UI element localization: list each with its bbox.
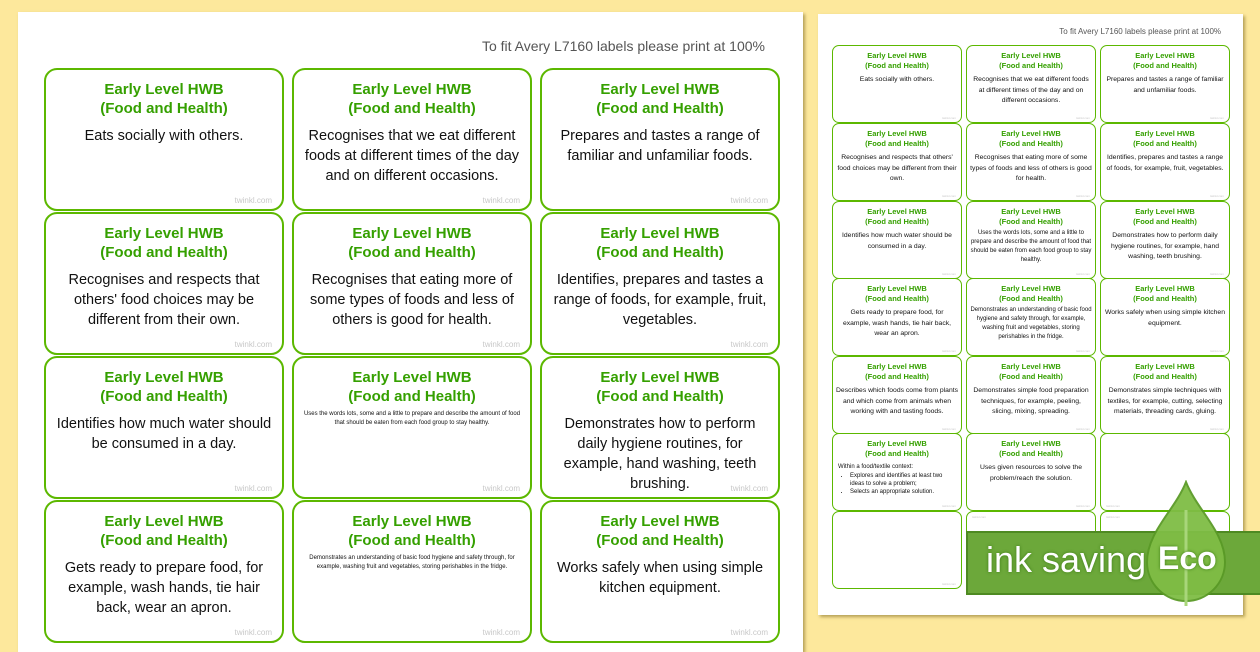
label-card bbox=[540, 356, 780, 499]
label-card bbox=[292, 356, 532, 499]
card-text: Demonstrates how to perform daily hygiene routines, for example, hand washing, teeth brushing. bbox=[563, 416, 757, 492]
twinkl-watermark: twinkl.com bbox=[941, 272, 956, 276]
twinkl-watermark: twinkl.com bbox=[1209, 194, 1224, 198]
card-title-line2: (Food and Health) bbox=[100, 532, 228, 549]
label-card bbox=[832, 278, 962, 356]
card-title-line2: (Food and Health) bbox=[865, 294, 929, 303]
card-title-line1: Early Level HWB bbox=[867, 129, 927, 138]
label-card bbox=[44, 68, 284, 211]
card-title-line2: (Food and Health) bbox=[999, 61, 1063, 70]
label-card bbox=[832, 123, 962, 201]
card-text: Works safely when using simple kitchen equipment. bbox=[556, 560, 764, 596]
card-title-line2: (Food and Health) bbox=[865, 139, 929, 148]
twinkl-watermark: twinkl.com bbox=[482, 628, 520, 637]
card-text: Prepares and tastes a range of familiar and unfamiliar foods. bbox=[1106, 76, 1224, 94]
label-card bbox=[292, 212, 532, 355]
label-card bbox=[966, 433, 1096, 511]
twinkl-watermark: twinkl.com bbox=[941, 349, 956, 353]
print-notice: To fit Avery L7160 labels please print at 100% bbox=[481, 38, 765, 54]
twinkl-watermark: twinkl.com bbox=[730, 196, 768, 205]
card-text: Recognises and respects that others' food choices may be different from their own. bbox=[68, 272, 260, 328]
card-title-line1: Early Level HWB bbox=[1135, 362, 1195, 371]
card-text: Recognises that we eat different foods at different times of the day and on different occasions. bbox=[973, 76, 1089, 104]
card-text: Eats socially with others. bbox=[84, 128, 244, 144]
card-title-line2: (Food and Health) bbox=[100, 388, 228, 405]
card-bullet-list bbox=[836, 472, 958, 496]
card-bullet: • Explores and identifies at least two ideas to solve a problem; bbox=[850, 472, 958, 488]
twinkl-watermark: twinkl.com bbox=[1075, 504, 1090, 508]
card-title-line1: Early Level HWB bbox=[600, 513, 720, 530]
card-title-line1: Early Level HWB bbox=[1135, 129, 1195, 138]
label-card bbox=[1100, 123, 1230, 201]
card-text: Gets ready to prepare food, for example, wash hands, tie hair back, wear an apron. bbox=[64, 560, 264, 616]
twinkl-watermark: twinkl.com bbox=[941, 504, 956, 508]
card-title-line1: Early Level HWB bbox=[352, 369, 472, 386]
twinkl-watermark: twinkl.com bbox=[482, 484, 520, 493]
card-text: Recognises that we eat different foods at different times of the day and on different occasions. bbox=[304, 128, 520, 184]
card-title-line1: Early Level HWB bbox=[600, 81, 720, 98]
card-title-line2: (Food and Health) bbox=[348, 244, 476, 261]
label-card bbox=[1100, 45, 1230, 123]
label-card bbox=[832, 433, 962, 511]
card-title-line2: (Food and Health) bbox=[348, 532, 476, 549]
card-title-line2: (Food and Health) bbox=[865, 61, 929, 70]
card-title-line1: Early Level HWB bbox=[1001, 129, 1061, 138]
card-text: Uses given resources to solve the problem/reach the solution. bbox=[979, 464, 1082, 482]
card-title-line1: Early Level HWB bbox=[1001, 207, 1061, 216]
card-title-line2: (Food and Health) bbox=[1133, 217, 1197, 226]
card-title-line1: Early Level HWB bbox=[867, 362, 927, 371]
twinkl-watermark: twinkl.com bbox=[941, 582, 956, 586]
card-title-line2: (Food and Health) bbox=[100, 244, 228, 261]
twinkl-watermark: twinkl.com bbox=[234, 628, 272, 637]
card-text: Recognises and respects that others' food choices may be different from their own. bbox=[837, 154, 957, 182]
label-card bbox=[966, 356, 1096, 434]
label-card bbox=[292, 500, 532, 643]
card-title-line2: (Food and Health) bbox=[348, 100, 476, 117]
label-card bbox=[292, 68, 532, 211]
card-title-line2: (Food and Health) bbox=[999, 294, 1063, 303]
twinkl-watermark: twinkl.com bbox=[972, 515, 987, 519]
twinkl-watermark: twinkl.com bbox=[1106, 515, 1121, 519]
print-notice: To fit Avery L7160 labels please print at 100% bbox=[1059, 27, 1221, 36]
twinkl-watermark: twinkl.com bbox=[941, 194, 956, 198]
twinkl-watermark: twinkl.com bbox=[1209, 427, 1224, 431]
card-title-line1: Early Level HWB bbox=[1135, 284, 1195, 293]
card-title-line1: Early Level HWB bbox=[352, 225, 472, 242]
card-title-line2: (Food and Health) bbox=[999, 139, 1063, 148]
card-text: Works safely when using simple kitchen equipment. bbox=[1104, 309, 1225, 327]
twinkl-watermark: twinkl.com bbox=[941, 116, 956, 120]
label-card bbox=[966, 123, 1096, 201]
card-title-line1: Early Level HWB bbox=[352, 81, 472, 98]
card-title-line1: Early Level HWB bbox=[867, 207, 927, 216]
label-card bbox=[540, 500, 780, 643]
card-bullet: • Selects an appropriate solution. bbox=[850, 488, 958, 496]
card-intro: Within a food/textile context: bbox=[838, 464, 914, 470]
twinkl-watermark: twinkl.com bbox=[482, 340, 520, 349]
twinkl-watermark: twinkl.com bbox=[1209, 116, 1224, 120]
card-text: Identifies, prepares and tastes a range of foods, for example, fruit, vegetables. bbox=[1106, 154, 1224, 172]
twinkl-watermark: twinkl.com bbox=[234, 196, 272, 205]
label-card bbox=[1100, 278, 1230, 356]
card-title-line2: (Food and Health) bbox=[596, 388, 724, 405]
card-title-line1: Early Level HWB bbox=[867, 284, 927, 293]
label-card bbox=[1100, 201, 1230, 279]
twinkl-watermark: twinkl.com bbox=[1209, 349, 1224, 353]
card-title-line1: Early Level HWB bbox=[104, 225, 224, 242]
label-card bbox=[44, 500, 284, 643]
label-card bbox=[966, 278, 1096, 356]
card-text bbox=[836, 463, 958, 496]
twinkl-watermark: twinkl.com bbox=[1106, 504, 1121, 508]
card-text: Prepares and tastes a range of familiar and unfamiliar foods. bbox=[560, 128, 760, 164]
label-card bbox=[1100, 356, 1230, 434]
label-card bbox=[540, 212, 780, 355]
twinkl-watermark: twinkl.com bbox=[1075, 427, 1090, 431]
card-title-line1: Early Level HWB bbox=[1001, 284, 1061, 293]
card-title-line2: (Food and Health) bbox=[596, 100, 724, 117]
twinkl-watermark: twinkl.com bbox=[234, 484, 272, 493]
card-text: Demonstrates an understanding of basic food hygiene and safety through, for example, washing fruit and vegetables, storing perishables in the fridge. bbox=[970, 307, 1092, 340]
card-text: Demonstrates an understanding of basic food hygiene and safety through, for example, washing fruit and vegetables, storing perishables in the fridge. bbox=[309, 555, 515, 570]
card-title-line2: (Food and Health) bbox=[1133, 372, 1197, 381]
label-card bbox=[966, 201, 1096, 279]
card-title-line2: (Food and Health) bbox=[999, 372, 1063, 381]
card-title-line1: Early Level HWB bbox=[1001, 439, 1061, 448]
card-title-line1: Early Level HWB bbox=[867, 439, 927, 448]
left-label-sheet bbox=[18, 12, 803, 652]
twinkl-watermark: twinkl.com bbox=[941, 427, 956, 431]
card-text: Recognises that eating more of some types of foods and less of others is good for health. bbox=[310, 272, 514, 328]
card-text: Identifies, prepares and tastes a range of foods, for example, fruit, vegetables. bbox=[553, 272, 767, 328]
card-title-line2: (Food and Health) bbox=[348, 388, 476, 405]
card-title-line1: Early Level HWB bbox=[352, 513, 472, 530]
card-title-line2: (Food and Health) bbox=[596, 532, 724, 549]
twinkl-watermark: twinkl.com bbox=[1075, 349, 1090, 353]
card-text: Identifies how much water should be consumed in a day. bbox=[842, 232, 952, 250]
label-card bbox=[832, 201, 962, 279]
card-text: Demonstrates simple techniques with textiles, for example, cutting, selecting materials, threading cards, gluing. bbox=[1107, 387, 1223, 415]
label-card bbox=[44, 212, 284, 355]
card-text: Uses the words lots, some and a little to prepare and describe the amount of food that should be eaten from each food group to stay healthy. bbox=[970, 230, 1092, 263]
card-text: Demonstrates simple food preparation techniques, for example, peeling, slicing, mixing, spreading. bbox=[973, 387, 1089, 415]
label-card bbox=[832, 356, 962, 434]
eco-badge-text: Eco bbox=[1158, 540, 1217, 576]
card-text: Recognises that eating more of some types of foods and less of others is good for health. bbox=[970, 154, 1092, 182]
card-title-line2: (Food and Health) bbox=[865, 372, 929, 381]
twinkl-watermark: twinkl.com bbox=[234, 340, 272, 349]
card-title-line2: (Food and Health) bbox=[865, 449, 929, 458]
card-title-line2: (Food and Health) bbox=[596, 244, 724, 261]
twinkl-watermark: twinkl.com bbox=[1075, 116, 1090, 120]
card-title-line1: Early Level HWB bbox=[104, 369, 224, 386]
card-title-line1: Early Level HWB bbox=[867, 51, 927, 60]
twinkl-watermark: twinkl.com bbox=[730, 484, 768, 493]
label-card bbox=[44, 356, 284, 499]
card-title-line2: (Food and Health) bbox=[1133, 294, 1197, 303]
card-title-line1: Early Level HWB bbox=[600, 225, 720, 242]
card-title-line2: (Food and Health) bbox=[100, 100, 228, 117]
card-title-line1: Early Level HWB bbox=[104, 513, 224, 530]
label-card bbox=[540, 68, 780, 211]
label-card bbox=[966, 45, 1096, 123]
card-title-line2: (Food and Health) bbox=[865, 217, 929, 226]
ink-saving-label: ink saving bbox=[986, 539, 1147, 580]
card-title-line1: Early Level HWB bbox=[1001, 362, 1061, 371]
card-title-line2: (Food and Health) bbox=[1133, 61, 1197, 70]
card-title-line2: (Food and Health) bbox=[999, 449, 1063, 458]
twinkl-watermark: twinkl.com bbox=[730, 628, 768, 637]
card-title-line2: (Food and Health) bbox=[999, 217, 1063, 226]
card-title-line1: Early Level HWB bbox=[600, 369, 720, 386]
twinkl-watermark: twinkl.com bbox=[1209, 272, 1224, 276]
card-text: Gets ready to prepare food, for example, wash hands, tie hair back, wear an apron. bbox=[842, 309, 952, 337]
twinkl-watermark: twinkl.com bbox=[482, 196, 520, 205]
label-card bbox=[832, 45, 962, 123]
card-title-line1: Early Level HWB bbox=[1001, 51, 1061, 60]
twinkl-watermark: twinkl.com bbox=[730, 340, 768, 349]
card-text: Identifies how much water should be consumed in a day. bbox=[56, 416, 272, 452]
card-text: Demonstrates how to perform daily hygiene routines, for example, hand washing, teeth brushing. bbox=[1110, 232, 1220, 260]
card-title-line1: Early Level HWB bbox=[1135, 51, 1195, 60]
twinkl-watermark: twinkl.com bbox=[1075, 194, 1090, 198]
card-text: Uses the words lots, some and a little to prepare and describe the amount of food that should be eaten from each food group to stay healthy. bbox=[303, 411, 521, 426]
card-text: Describes which foods come from plants and which come from animals when working with and tasting foods. bbox=[836, 387, 959, 415]
twinkl-watermark: twinkl.com bbox=[1075, 272, 1090, 276]
card-title-line1: Early Level HWB bbox=[104, 81, 224, 98]
card-title-line2: (Food and Health) bbox=[1133, 139, 1197, 148]
card-title-line1: Early Level HWB bbox=[1135, 207, 1195, 216]
card-text: Eats socially with others. bbox=[859, 76, 935, 83]
label-card bbox=[832, 511, 962, 589]
